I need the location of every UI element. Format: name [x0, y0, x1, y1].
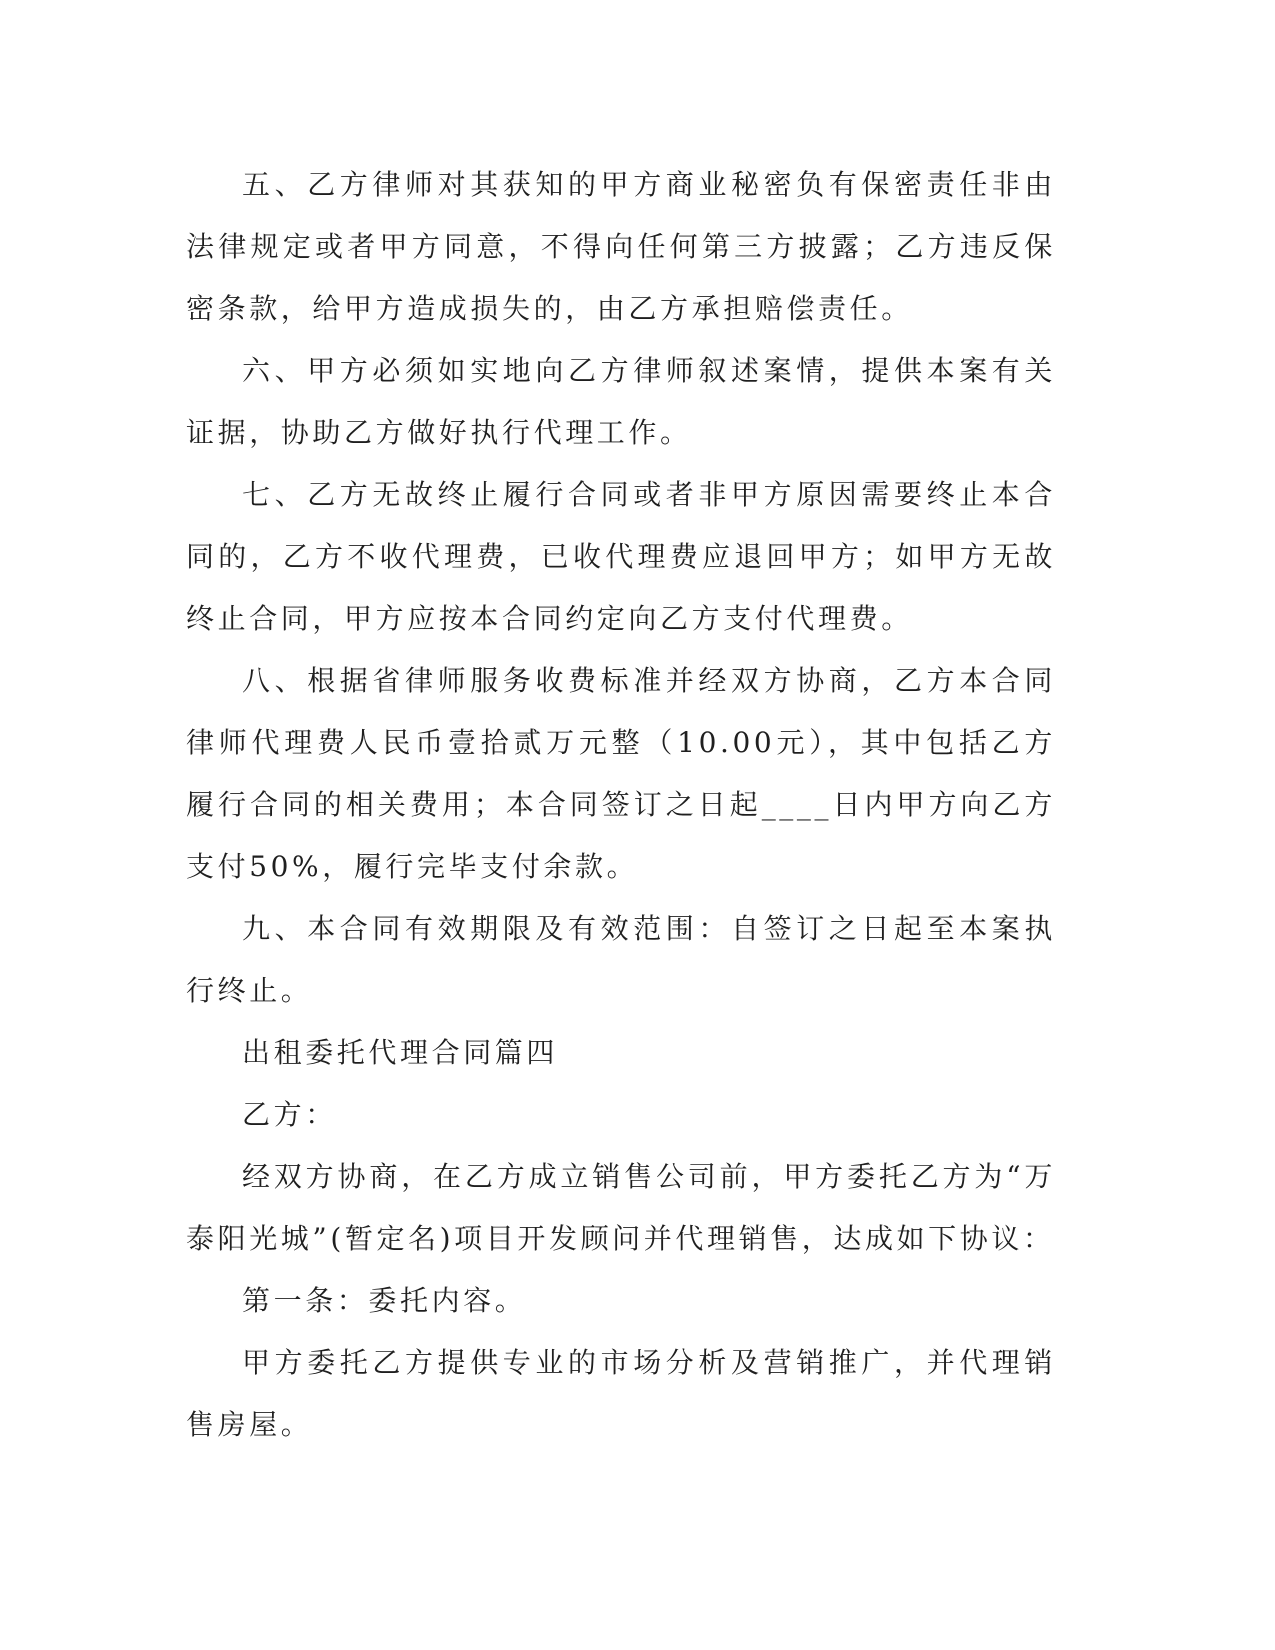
article-1-paragraph: 甲方委托乙方提供专业的市场分析及营销推广，并代理销售房屋。	[186, 1346, 1056, 1441]
section-heading: 出租委托代理合同篇四	[242, 1036, 559, 1069]
party-b-line: 乙方：	[242, 1098, 337, 1131]
clause-7-paragraph: 七、乙方无故终止履行合同或者非甲方原因需要终止本合同的，乙方不收代理费，已收代理费应退回甲方；如甲方无故终止合同，甲方应按本合同约定向乙方支付代理费。	[186, 478, 1056, 635]
clause-8-paragraph: 八、根据省律师服务收费标准并经双方协商，乙方本合同律师代理费人民币壹拾贰万元整（10.00元），其中包括乙方履行合同的相关费用；本合同签订之日起____日内甲方向乙方支付50%，履行完毕支付余款。	[186, 664, 1056, 883]
clause-6-paragraph: 六、甲方必须如实地向乙方律师叙述案情，提供本案有关证据，协助乙方做好执行代理工作。	[186, 354, 1056, 449]
article-1-heading: 第一条：委托内容。	[242, 1284, 527, 1317]
document-body	[186, 154, 1056, 1456]
clause-5-paragraph: 五、乙方律师对其获知的甲方商业秘密负有保密责任非由法律规定或者甲方同意，不得向任何第三方披露；乙方违反保密条款，给甲方造成损失的，由乙方承担赔偿责任。	[186, 168, 1056, 325]
clause-9-paragraph: 九、本合同有效期限及有效范围：自签订之日起至本案执行终止。	[186, 912, 1056, 1007]
agreement-intro-paragraph: 经双方协商，在乙方成立销售公司前，甲方委托乙方为“万泰阳光城”(暂定名)项目开发顾问并代理销售，达成如下协议：	[186, 1160, 1056, 1255]
